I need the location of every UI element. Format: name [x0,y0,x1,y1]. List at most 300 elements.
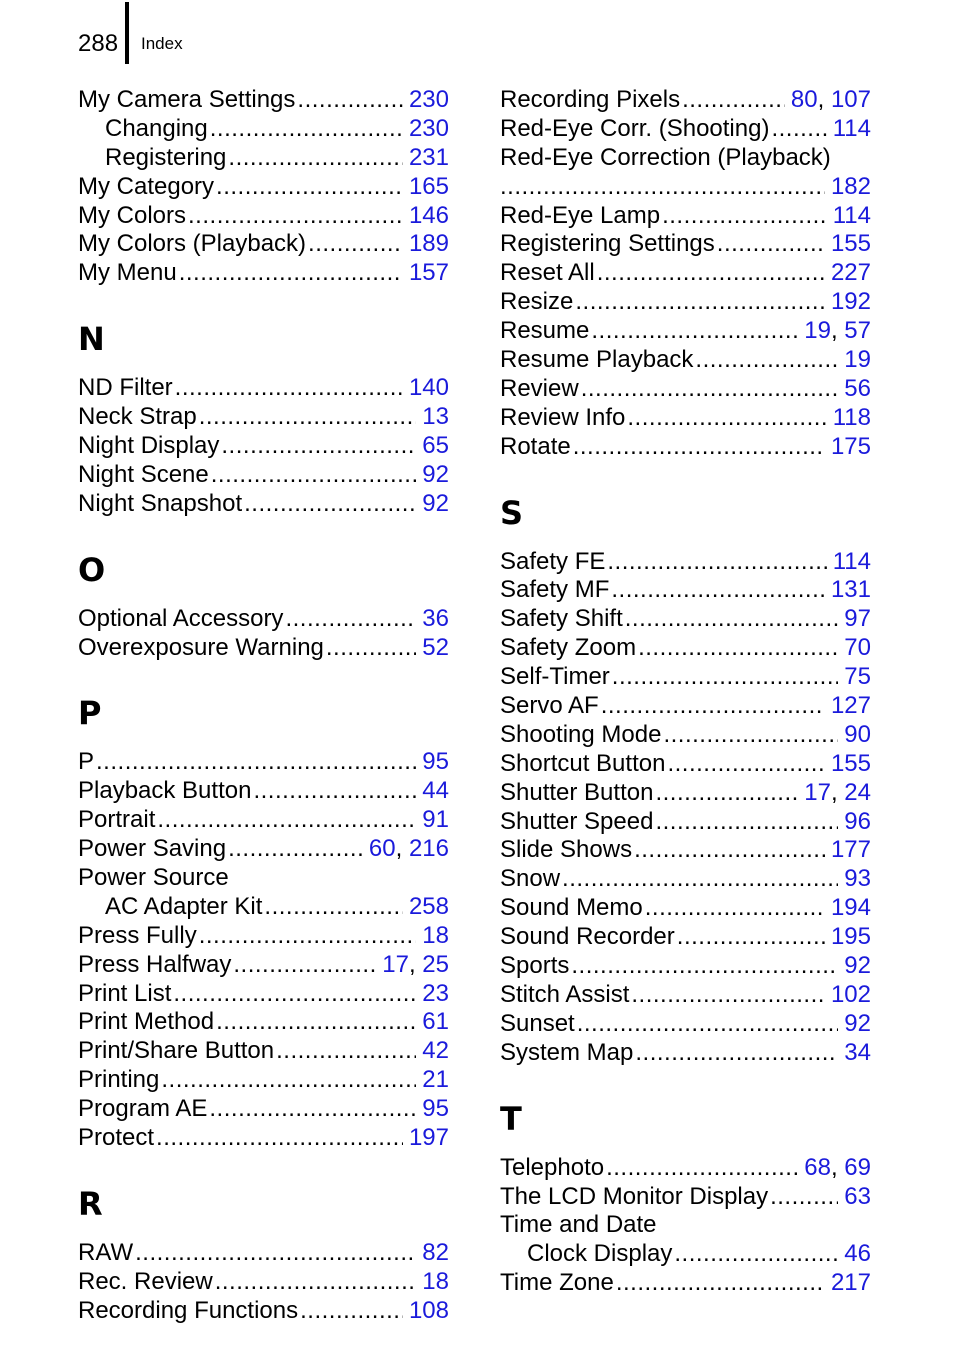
page-references [844,808,871,837]
index-term: Neck Strap [78,403,197,431]
page-link[interactable]: 70 [844,634,871,662]
page-references [409,202,449,231]
index-entry [500,433,871,462]
index-letter-heading: N [78,320,105,359]
index-entry [500,346,871,375]
page-link[interactable]: 216 [408,835,449,863]
index-entry [500,750,871,779]
index-entry [78,605,449,634]
index-entry [500,692,871,721]
page-separator: , [830,778,845,806]
page-references [844,605,871,634]
dot-leader [770,1183,838,1212]
dot-leader [667,750,825,779]
page-link[interactable]: 92 [844,1009,871,1037]
index-term: Stitch Assist [500,980,630,1008]
index-term: Shooting Mode [500,720,662,748]
index-entry [500,548,871,577]
dot-leader [188,202,403,231]
index-term: My Category [78,172,215,200]
index-entry [500,86,871,115]
index-entry [500,779,871,808]
page-link[interactable]: 17 [804,778,831,806]
page-link[interactable]: 56 [844,374,871,402]
index-column-right [500,86,871,1298]
dot-leader [216,173,403,202]
page-references [422,980,449,1009]
index-term: Print/Share Button [78,1037,275,1065]
dot-leader [591,317,798,346]
index-term: Time and Date [500,1211,657,1239]
index-term: My Camera Settings [78,86,296,113]
page-references [409,1297,449,1326]
index-entry [78,173,449,202]
index-term: Night Snapshot [78,489,243,517]
index-term: Changing [105,114,208,142]
index-entry [500,865,871,894]
index-entry [500,721,871,750]
index-entry [500,1240,871,1269]
index-entry [78,893,449,922]
page-references [833,404,871,433]
index-entry [500,634,871,663]
index-entry [500,1211,871,1240]
page-link[interactable]: 61 [422,1008,449,1036]
index-entry [500,836,871,865]
page-link[interactable]: 102 [830,980,871,1008]
index-letter-heading: O [78,550,106,589]
dot-leader [717,230,825,259]
index-entry [500,1183,871,1212]
index-entry [500,1269,871,1298]
index-entry [500,952,871,981]
page-references [422,777,449,806]
index-term: Resume [500,317,590,345]
index-entry [500,808,871,837]
index-entry [78,835,449,864]
page-references [831,836,871,865]
index-term: Print List [78,979,172,1007]
page-link[interactable]: 65 [422,432,449,460]
page-references [409,173,449,202]
index-entry [78,748,449,777]
index-term: Recording Functions [78,1296,299,1324]
index-entry [500,576,871,605]
page-link[interactable]: 194 [830,894,871,922]
page-link[interactable]: 44 [422,777,449,805]
index-term: Recording Pixels [500,86,681,113]
index-term: Sound Memo [500,894,643,922]
page-separator: , [408,950,423,978]
index-entry [78,1008,449,1037]
page-references [422,1095,449,1124]
page-link[interactable]: 52 [422,633,449,661]
index-term: Safety MF [500,576,610,604]
page-link[interactable]: 93 [844,865,871,893]
page-link[interactable]: 57 [844,317,871,345]
page-link[interactable]: 18 [422,921,449,949]
dot-leader [677,923,825,952]
index-entry [500,144,871,173]
dot-leader [276,1037,416,1066]
dot-leader [228,835,363,864]
dot-leader [209,1095,416,1124]
index-term: The LCD Monitor Display [500,1182,769,1210]
section-spacer [78,662,449,672]
page-references [804,1154,871,1183]
index-term: Night Scene [78,460,209,488]
index-term: Safety Shift [500,605,623,633]
page-references [833,115,871,144]
page-references [831,750,871,779]
dot-leader [635,1039,838,1068]
dot-leader [627,404,826,433]
index-term: My Colors [78,201,187,229]
page-link[interactable]: 108 [408,1296,449,1324]
page-references [831,692,871,721]
section-spacer [500,1068,871,1078]
page-link[interactable]: 97 [844,605,871,633]
index-entry [78,202,449,231]
index-term: Registering Settings [500,230,715,258]
index-entry [500,605,871,634]
page-references [844,865,871,894]
index-entry [78,432,449,461]
page-link[interactable]: 177 [830,836,871,864]
page-references [422,1239,449,1268]
page-link[interactable]: 131 [830,576,871,604]
page-link[interactable]: 69 [844,1153,871,1181]
index-entry [500,1010,871,1039]
index-entry [78,1268,449,1297]
dot-leader [597,259,825,288]
index-term: Safety FE [500,547,606,575]
page-references [833,548,871,577]
dot-leader [285,605,416,634]
index-term: Sunset [500,1009,575,1037]
index-entry [500,375,871,404]
index-term: Rotate [500,432,571,460]
page-number: 288 [78,30,119,57]
page-references [409,259,449,288]
page-references [844,375,871,404]
page-link[interactable]: 230 [408,86,449,113]
index-term: Portrait [78,806,156,834]
index-term: Resume Playback [500,346,694,374]
page-references [844,663,871,692]
page-link[interactable]: 13 [422,403,449,431]
dot-leader [682,86,785,115]
page-link[interactable]: 96 [844,807,871,835]
index-entry [78,230,449,259]
page-references [409,1124,449,1153]
dot-leader [607,548,826,577]
page-separator: , [830,1153,845,1181]
index-term: Sound Recorder [500,923,675,951]
page-references [804,779,871,808]
page-link[interactable]: 231 [408,143,449,171]
page-references [831,1269,871,1298]
section-spacer [78,519,449,529]
page-link[interactable]: 95 [422,1095,449,1123]
page-link[interactable]: 189 [408,230,449,258]
page-references [831,923,871,952]
dot-leader [211,461,417,490]
page-references [422,634,449,663]
header-divider [125,2,129,64]
index-entry [500,230,871,259]
page-link[interactable]: 107 [830,86,871,113]
page-references [844,346,871,375]
index-letter-heading: S [500,493,524,532]
dot-leader [645,894,825,923]
dot-leader [674,1240,838,1269]
dot-leader [244,490,416,519]
page-link[interactable]: 114 [832,114,871,142]
index-term: Review Info [500,403,626,431]
dot-leader [611,576,825,605]
page-link[interactable]: 60 [368,835,396,863]
page-link[interactable]: 18 [422,1267,449,1295]
page-references [409,115,449,144]
page-references [804,317,871,346]
index-term: Servo AF [500,692,599,720]
dot-leader [655,779,798,808]
page-link[interactable]: 175 [830,432,871,460]
dot-leader [562,865,838,894]
page-link[interactable]: 68 [804,1153,831,1181]
index-term: Self-Timer [500,663,610,691]
page-references [409,893,449,922]
index-term: Resize [500,288,574,316]
page-link[interactable]: 23 [422,979,449,1007]
page-references [422,432,449,461]
dot-leader [228,144,403,173]
page-references [831,288,871,317]
dot-leader [326,634,416,663]
index-entry [78,259,449,288]
dot-leader [655,808,838,837]
page-link[interactable]: 75 [844,663,871,691]
index-term: Red-Eye Lamp [500,201,661,229]
dot-leader [575,288,825,317]
index-entry [78,980,449,1009]
index-term: Telephoto [500,1153,605,1181]
page-references [831,230,871,259]
page-references [831,576,871,605]
page-link[interactable]: 19 [844,346,871,374]
section-label: Index [141,34,183,53]
index-term: My Colors (Playback) [78,230,307,258]
page-references [831,259,871,288]
dot-leader [500,173,825,202]
page-references [844,1010,871,1039]
page-link[interactable]: 92 [422,460,449,488]
page-link[interactable]: 230 [408,114,449,142]
index-entry [500,1039,871,1068]
index-entry [500,317,871,346]
page-link[interactable]: 90 [844,720,871,748]
index-term: Shutter Speed [500,807,654,835]
index-term: Optional Accessory [78,604,284,632]
dot-leader [581,375,839,404]
dot-leader [156,1124,403,1153]
page-link[interactable]: 197 [408,1124,449,1152]
page-link[interactable]: 24 [844,778,871,806]
page-link[interactable]: 42 [422,1037,449,1065]
page-references [831,433,871,462]
section-spacer [500,462,871,472]
index-term: Print Method [78,1008,215,1036]
index-term: Rec. Review [78,1267,213,1295]
index-term: Playback Button [78,777,252,805]
index-term: Slide Shows [500,836,633,864]
index-term: Protect [78,1124,155,1152]
page-references [422,461,449,490]
index-entry [78,806,449,835]
index-entry [78,1239,449,1268]
index-term: System Map [500,1038,634,1066]
page-link[interactable]: 46 [844,1240,871,1268]
page-link[interactable]: 155 [830,230,871,258]
dot-leader [606,1154,798,1183]
index-entry [78,1037,449,1066]
page-link[interactable]: 155 [830,749,871,777]
index-entry [500,663,871,692]
index-entry [78,490,449,519]
index-entry [500,115,871,144]
page-references [409,374,449,403]
page-link[interactable]: 17 [382,950,409,978]
dot-leader [161,1066,416,1095]
page-references [422,1268,449,1297]
page-references [369,835,449,864]
page-link[interactable]: 140 [408,374,449,402]
page-link[interactable]: 92 [844,952,871,980]
page-references [422,1008,449,1037]
dot-leader [264,893,403,922]
index-term: Power Source [78,864,229,892]
page-link[interactable]: 34 [844,1038,871,1066]
index-term: Reset All [500,259,595,287]
index-letter-heading: R [78,1184,103,1223]
dot-leader [662,202,827,231]
page-link[interactable]: 127 [830,692,871,720]
dot-leader [216,1008,416,1037]
index-term: Red-Eye Correction (Playback) [500,143,831,171]
index-entry [78,403,449,432]
page-link[interactable]: 114 [832,547,871,575]
page-link[interactable]: 146 [408,201,449,229]
dot-leader [631,981,825,1010]
page-separator: , [830,317,845,345]
page-link[interactable]: 63 [844,1182,871,1210]
page-references [422,922,449,951]
index-entry [500,1154,871,1183]
page-link[interactable]: 82 [422,1238,449,1266]
page-link[interactable]: 21 [422,1066,449,1094]
index-entry [78,374,449,403]
page-references [844,634,871,663]
page-references [833,202,871,231]
index-term: Night Display [78,432,220,460]
dot-leader [233,951,376,980]
index-term: My Menu [78,259,177,287]
page-link[interactable]: 157 [408,259,449,287]
index-entry [500,173,871,202]
dot-leader [625,605,839,634]
page-references [831,173,871,202]
page-references [422,403,449,432]
index-entry [78,1066,449,1095]
page-link[interactable]: 195 [830,923,871,951]
dot-leader [157,806,416,835]
index-entry [500,404,871,433]
dot-leader [173,980,416,1009]
dot-leader [663,721,838,750]
page-references [844,1240,871,1269]
index-entry [78,115,449,144]
index-term: RAW [78,1238,134,1266]
page-link[interactable]: 36 [422,604,449,632]
dot-leader [96,748,416,777]
dot-leader [297,86,403,115]
page-link[interactable]: 258 [408,892,449,920]
index-entry [500,981,871,1010]
page-link[interactable]: 25 [422,950,449,978]
page-references [422,806,449,835]
page-link[interactable]: 80 [790,86,818,113]
page-link[interactable]: 182 [830,172,871,200]
index-term: Review [500,374,579,402]
index-term: Press Fully [78,921,197,949]
page-references [831,894,871,923]
page-separator: , [395,835,409,863]
dot-leader [215,1268,417,1297]
dot-leader [253,777,416,806]
page-link[interactable]: 118 [832,403,871,431]
index-term: Shortcut Button [500,749,666,777]
page-references [409,230,449,259]
page-link[interactable]: 91 [422,806,449,834]
dot-leader [571,952,838,981]
dot-leader [601,692,825,721]
page-link[interactable]: 95 [422,748,449,776]
index-term: Clock Display [527,1240,673,1268]
index-entry [500,202,871,231]
index-entry [78,777,449,806]
dot-leader [634,836,825,865]
page-link[interactable]: 165 [408,172,449,200]
page-link[interactable]: 192 [830,288,871,316]
index-entry [78,1124,449,1153]
index-entry [78,1297,449,1326]
dot-leader [135,1239,416,1268]
dot-leader [638,634,838,663]
index-entry [78,864,449,893]
page-link[interactable]: 227 [830,259,871,287]
page-link[interactable]: 217 [830,1269,871,1297]
index-letter-heading: P [78,694,102,733]
dot-leader [175,374,403,403]
page-link[interactable]: 92 [422,489,449,517]
index-column-left [78,86,449,1326]
index-entry [78,461,449,490]
page-link[interactable]: 19 [804,317,831,345]
page-link[interactable]: 114 [832,201,871,229]
dot-leader [179,259,403,288]
page-references [844,952,871,981]
